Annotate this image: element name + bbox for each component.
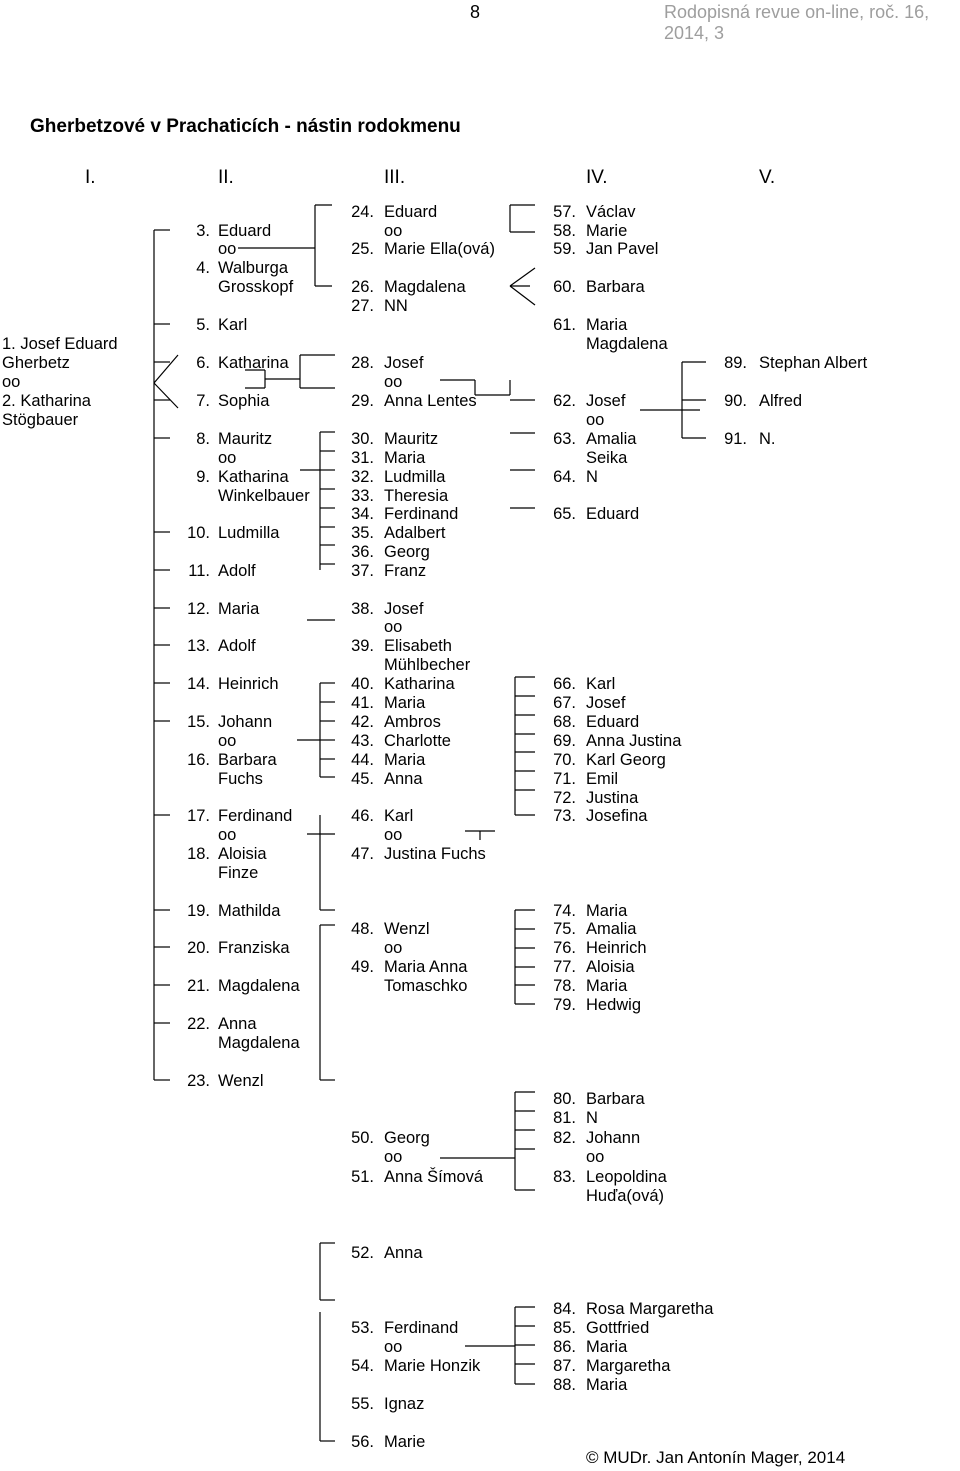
person-name: N.: [759, 430, 776, 448]
person-number: 72.: [553, 789, 576, 807]
page-number: 8: [470, 2, 481, 22]
person-number: 31.: [351, 449, 374, 467]
person-number: 19.: [187, 902, 210, 920]
person-name: Anna Lentes: [384, 392, 477, 410]
person-number: 16.: [187, 751, 210, 769]
person-number: 47.: [351, 845, 374, 863]
person-name: Huďa(ová): [586, 1187, 665, 1205]
person-name: Anna: [218, 1015, 257, 1033]
tree-connector: [510, 286, 535, 305]
person-name: oo: [384, 1338, 403, 1356]
person-number: 33.: [351, 487, 374, 505]
person-number: 51.: [351, 1168, 374, 1186]
person-number: 63.: [553, 430, 576, 448]
person-name: Anna: [384, 1244, 423, 1262]
person-name: Elisabeth: [384, 637, 452, 655]
person-name: Justina: [586, 789, 639, 807]
person-name: Adolf: [218, 562, 256, 580]
person-name: Katharina: [384, 675, 455, 693]
person-name: oo: [384, 826, 403, 844]
tree-connector: [510, 268, 535, 286]
generation-heading-4: IV.: [586, 167, 608, 188]
person-name: Fuchs: [218, 770, 263, 788]
person-number: 87.: [553, 1357, 576, 1375]
person-number: 62.: [553, 392, 576, 410]
person-number: 32.: [351, 468, 374, 486]
person-name: Mauritz: [384, 430, 439, 448]
person-name: Mathilda: [218, 902, 281, 920]
person-number: 43.: [351, 732, 374, 750]
generation-heading-1: I.: [85, 167, 96, 188]
person-name: Charlotte: [384, 732, 451, 750]
person-number: 25.: [351, 240, 374, 258]
person-number: 59.: [553, 240, 576, 258]
person-name: Karl: [586, 675, 616, 693]
person-name: Barbara: [218, 751, 277, 769]
person-name: Magdalena: [218, 977, 300, 995]
founder-line: oo: [2, 373, 21, 391]
person-number: 60.: [553, 278, 576, 296]
person-name: Anna Šímová: [384, 1168, 484, 1186]
person-name: Katharina: [218, 468, 289, 486]
person-name: oo: [384, 373, 403, 391]
person-name: oo: [218, 240, 237, 258]
person-number: 34.: [351, 505, 374, 523]
copyright-note: © MUDr. Jan Antonín Mager, 2014: [586, 1448, 846, 1467]
person-name: Maria Anna: [384, 958, 468, 976]
person-number: 12.: [187, 600, 210, 618]
person-number: 14.: [187, 675, 210, 693]
person-number: 66.: [553, 675, 576, 693]
person-name: Wenzl: [384, 920, 430, 938]
person-number: 26.: [351, 278, 374, 296]
person-name: Karl: [218, 316, 248, 334]
person-name: oo: [218, 732, 237, 750]
person-name: Maria: [586, 977, 628, 995]
person-name: Franz: [384, 562, 427, 580]
person-number: 37.: [351, 562, 374, 580]
person-name: Mühlbecher: [384, 656, 471, 674]
person-name: Josef: [586, 392, 626, 410]
person-name: oo: [218, 449, 237, 467]
person-number: 44.: [351, 751, 374, 769]
person-name: Eduard: [218, 222, 272, 240]
person-name: Ferdinand: [218, 807, 293, 825]
person-name: Magdalena: [586, 335, 668, 353]
founder-line: Stögbauer: [2, 411, 79, 429]
person-number: 76.: [553, 939, 576, 957]
person-number: 55.: [351, 1395, 374, 1413]
person-name: oo: [384, 939, 403, 957]
founder-line: 2. Katharina: [2, 392, 91, 410]
person-name: Karl: [384, 807, 414, 825]
person-number: 56.: [351, 1433, 374, 1451]
person-name: Josef: [384, 600, 424, 618]
person-number: 15.: [187, 713, 210, 731]
person-number: 28.: [351, 354, 374, 372]
person-name: Seika: [586, 449, 628, 467]
person-number: 50.: [351, 1129, 374, 1147]
person-name: Maria: [384, 694, 426, 712]
person-number: 40.: [351, 675, 374, 693]
person-name: Heinrich: [218, 675, 279, 693]
person-name: Franziska: [218, 939, 290, 957]
person-number: 27.: [351, 297, 374, 315]
person-number: 73.: [553, 807, 576, 825]
person-name: oo: [384, 618, 403, 636]
person-name: Sophia: [218, 392, 270, 410]
person-number: 10.: [187, 524, 210, 542]
person-number: 24.: [351, 203, 374, 221]
person-name: Theresia: [384, 487, 449, 505]
person-number: 69.: [553, 732, 576, 750]
person-name: NN: [384, 297, 408, 315]
person-number: 9.: [196, 468, 210, 486]
person-name: Aloisia: [586, 958, 635, 976]
person-name: Maria: [586, 1338, 628, 1356]
person-number: 86.: [553, 1338, 576, 1356]
person-name: Walburga: [218, 259, 289, 277]
journal-header: Rodopisná revue on-line, roč. 16, 2014, 3: [664, 2, 930, 43]
person-name: Tomaschko: [384, 977, 468, 995]
tree-labels: [2, 203, 868, 1451]
person-number: 80.: [553, 1090, 576, 1108]
person-number: 36.: [351, 543, 374, 561]
person-name: Ludmilla: [218, 524, 280, 542]
person-number: 71.: [553, 770, 576, 788]
person-name: Marie: [384, 1433, 426, 1451]
person-name: Adolf: [218, 637, 256, 655]
person-number: 20.: [187, 939, 210, 957]
person-name: Grosskopf: [218, 278, 294, 296]
person-number: 85.: [553, 1319, 576, 1337]
person-name: Magdalena: [218, 1034, 300, 1052]
person-name: Josefina: [586, 807, 648, 825]
person-name: Barbara: [586, 1090, 645, 1108]
person-name: Ferdinand: [384, 505, 459, 523]
person-name: N: [586, 468, 598, 486]
generation-heading-2: II.: [218, 167, 234, 188]
person-number: 52.: [351, 1244, 374, 1262]
person-name: Winkelbauer: [218, 487, 310, 505]
person-number: 79.: [553, 996, 576, 1014]
person-number: 39.: [351, 637, 374, 655]
person-name: Hedwig: [586, 996, 642, 1014]
person-number: 67.: [553, 694, 576, 712]
person-name: Marie Honzik: [384, 1357, 481, 1375]
person-name: Leopoldina: [586, 1168, 667, 1186]
person-name: Josef: [586, 694, 626, 712]
person-name: Anna: [384, 770, 423, 788]
person-number: 46.: [351, 807, 374, 825]
person-name: Amalia: [586, 430, 637, 448]
person-number: 61.: [553, 316, 576, 334]
person-number: 49.: [351, 958, 374, 976]
person-number: 78.: [553, 977, 576, 995]
person-name: Georg: [384, 543, 430, 561]
person-name: Adalbert: [384, 524, 446, 542]
person-name: Ludmilla: [384, 468, 446, 486]
person-name: Margaretha: [586, 1357, 671, 1375]
person-name: Maria: [384, 751, 426, 769]
person-name: Maria: [586, 902, 628, 920]
person-number: 7.: [196, 392, 210, 410]
person-number: 22.: [187, 1015, 210, 1033]
person-name: oo: [384, 222, 403, 240]
person-name: Josef: [384, 354, 424, 372]
person-name: Katharina: [218, 354, 289, 372]
person-name: Barbara: [586, 278, 645, 296]
person-number: 65.: [553, 505, 576, 523]
person-number: 4.: [196, 259, 210, 277]
person-number: 75.: [553, 920, 576, 938]
person-name: Marie Ella(ová): [384, 240, 495, 258]
founder-line: 1. Josef Eduard: [2, 335, 118, 353]
person-name: oo: [586, 1148, 605, 1166]
person-name: Jan Pavel: [586, 240, 659, 258]
generation-heading-3: III.: [384, 167, 406, 188]
person-name: Finze: [218, 864, 259, 882]
person-name: Stephan Albert: [759, 354, 868, 372]
person-name: Maria: [218, 600, 260, 618]
person-number: 30.: [351, 430, 374, 448]
person-number: 48.: [351, 920, 374, 938]
generation-heading-5: V.: [759, 167, 776, 188]
person-number: 81.: [553, 1109, 576, 1127]
person-number: 11.: [188, 562, 210, 580]
person-number: 91.: [724, 430, 747, 448]
person-name: Eduard: [586, 713, 640, 731]
person-name: Mauritz: [218, 430, 273, 448]
person-name: Georg: [384, 1129, 430, 1147]
person-name: oo: [218, 826, 237, 844]
person-number: 83.: [553, 1168, 576, 1186]
person-name: Alfred: [759, 392, 803, 410]
person-name: Johann: [218, 713, 273, 731]
person-number: 17.: [187, 807, 210, 825]
person-name: Wenzl: [218, 1072, 264, 1090]
person-number: 90.: [724, 392, 747, 410]
person-number: 42.: [351, 713, 374, 731]
person-name: Maria: [586, 316, 628, 334]
person-name: Justina Fuchs: [384, 845, 486, 863]
person-name: Ignaz: [384, 1395, 425, 1413]
person-name: Marie: [586, 222, 628, 240]
person-name: N: [586, 1109, 598, 1127]
person-name: Rosa Margaretha: [586, 1300, 714, 1318]
person-number: 45.: [351, 770, 374, 788]
person-number: 6.: [196, 354, 210, 372]
person-number: 5.: [196, 316, 210, 334]
person-name: Emil: [586, 770, 619, 788]
person-name: Eduard: [384, 203, 438, 221]
person-name: Johann: [586, 1129, 641, 1147]
person-name: Eduard: [586, 505, 640, 523]
person-number: 58.: [553, 222, 576, 240]
person-number: 82.: [553, 1129, 576, 1147]
person-number: 18.: [187, 845, 210, 863]
person-name: Václav: [586, 203, 636, 221]
tree-connector: [154, 355, 178, 383]
person-name: Maria: [384, 449, 426, 467]
person-name: oo: [384, 1148, 403, 1166]
person-name: Heinrich: [586, 939, 647, 957]
person-name: Ferdinand: [384, 1319, 459, 1337]
person-number: 23.: [187, 1072, 210, 1090]
person-number: 29.: [351, 392, 374, 410]
person-name: Gottfried: [586, 1319, 650, 1337]
tree-connector: [154, 383, 178, 408]
person-name: Aloisia: [218, 845, 267, 863]
person-name: Anna Justina: [586, 732, 682, 750]
person-number: 54.: [351, 1357, 374, 1375]
person-number: 89.: [724, 354, 747, 372]
person-number: 41.: [351, 694, 374, 712]
person-number: 3.: [196, 222, 210, 240]
person-number: 21.: [187, 977, 210, 995]
person-name: Amalia: [586, 920, 637, 938]
person-number: 88.: [553, 1376, 576, 1394]
person-name: Magdalena: [384, 278, 466, 296]
person-number: 64.: [553, 468, 576, 486]
person-number: 35.: [351, 524, 374, 542]
page-title: Gherbetzové v Prachaticích - nástin rodokmenu: [30, 116, 461, 137]
person-name: Ambros: [384, 713, 441, 731]
person-number: 13.: [187, 637, 210, 655]
person-number: 70.: [553, 751, 576, 769]
person-number: 38.: [351, 600, 374, 618]
person-number: 8.: [196, 430, 210, 448]
person-number: 84.: [553, 1300, 576, 1318]
person-number: 57.: [553, 203, 576, 221]
person-number: 74.: [553, 902, 576, 920]
founder-line: Gherbetz: [2, 354, 70, 372]
person-number: 53.: [351, 1319, 374, 1337]
person-number: 77.: [553, 958, 576, 976]
person-name: Maria: [586, 1376, 628, 1394]
person-name: oo: [586, 411, 605, 429]
person-number: 68.: [553, 713, 576, 731]
person-name: Karl Georg: [586, 751, 666, 769]
